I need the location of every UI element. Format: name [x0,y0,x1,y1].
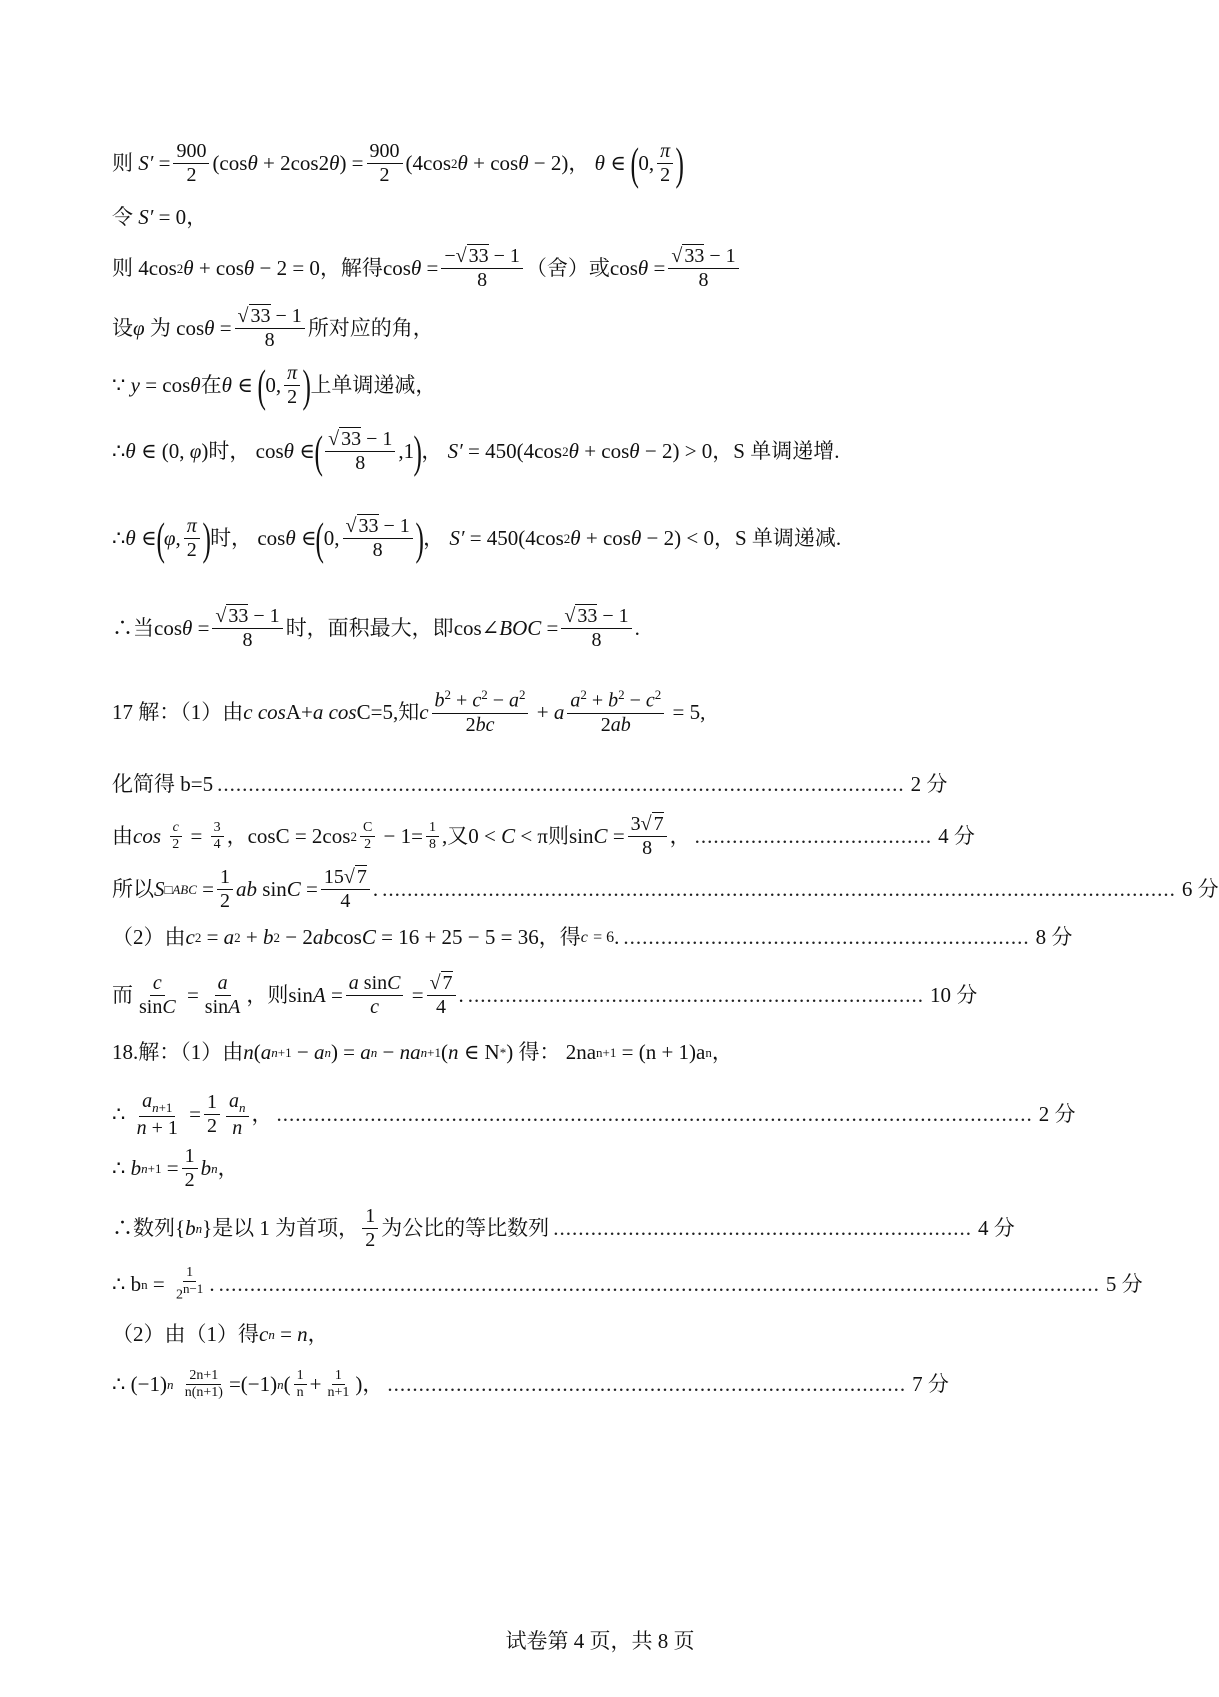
monotonic-cos-line: ∵ y = cos θ 在 θ ∈ ( 0, $\frac{\pi}{2}$ ) 上单调递减， [112,359,437,411]
derivative-line: 则 S′ = $\frac{900}{2}$ (cos θ + 2cos2 θ ) = $\frac{900}{2}$ (4cos 2 θ + cos θ − 2) ， θ ∈ ( 0, $\frac{\pi}{2}$ ) [112,137,684,189]
q18-ratio-line: ∴ $\frac{a_{n+1}}{n + 1}$ = $\frac{1}{2}$ $\frac{a_n}{n}$ ， ......................................................................................................................... 2 分 [112,1090,1076,1139]
q18-bn-formula-line: ∴ b n = $\frac{1}{2^{n-1}}$ . ............................................................................................................................................. 5 分 [112,1265,1143,1303]
q18-intro-line: 18.解：（1）由 n ( a n+1 − a n ) = a n − na n+1 ( n ∈ N * ) 得： 2na n+1 = (n + 1)a n ， [112,1040,733,1064]
q17-sin-a-line: 而 $\frac{c}{\sin C}$ = $\frac{a}{\sin A}$ ，则 sin A = $\frac{\text{a sinC}}{c}$ = $\frac{√ 7}{4}$ . ......................................................................... 10 分 [112,972,978,1018]
q17-area-line: 所以 S □ABC = $\frac{1}{2}$ ab sin C = $\frac{15√ 7}{4}$ . ............................................................................................................................... 6 分 [112,866,1219,912]
page-footer: 试卷第 4 页，共 8 页 [505,1629,695,1653]
q18-geometric-line: ∴数列 { b n } 是以 1 为首项， $\frac{1}{2}$ 为公比的等比数列 ................................................................... 4 分 [112,1205,1015,1251]
q18-part2-line: （2）由（1）得 c n = n ， [112,1322,329,1346]
q17-part2-line: （2）由 c 2 = a 2 + b 2 − 2 ab cos C = 16 + 25 − 5 = 36 ，得 c = 6 . ................................................................. 8 分 [112,925,1073,949]
q17-sin-c-line: 由 cos $\frac{c}{2}$ = $\frac{3}{4}$ ，cosC = 2cos 2 $\frac{C}{2}$ − 1= $\frac{1}{8}$ ,又 0 < C < π 则 sin C = $\frac{3√ 7}{8}$ ， ...................................... 4 分 [112,813,975,859]
q18-term-line: ∴ (−1) n $\frac{2n+1}{n(n+1)}$ =(−1) n ( $\frac{1}{n}$ + $\frac{1}{n+1}$ )， ................................................................................... 7 分 [112,1368,949,1401]
max-area-line: ∴当 cos θ = $\frac{√ 33 - 1}{8}$ 时，面积最大，即 cos∠ BOC = $\frac{√ 33 - 1}{8}$ . [112,605,640,651]
solve-cos-line: 则 4cos 2 θ + cos θ − 2 = 0 ，解得 cos θ = $\frac{-√ 33 - 1}{8}$ （舍）或 cos θ = $\frac{√ 33 - 1}{8}$ [112,245,1088,292]
q17-intro-line: 17 解：（1）由 c cos A+ a cos C =5,知 c $\frac{b^2 + c^2 - a^2}{2bc}$ + a $\frac{a^2 + b^2 - c^2}{2ab}$ = 5, [112,687,706,736]
set-derivative-zero-line: 令 S′ = 0 ， [112,205,208,229]
increasing-interval-line: ∴ θ ∈ (0, φ ) 时， cos θ ∈ ( $\frac{√ 33 - 1}{8}$ ,1 ) ， S′ = 450(4cos 2 θ + cos θ − 2) > 0 ，S 单调递增. [112,425,840,477]
q17-simplify-line: 化简得 b=5 .............................................................................................................. 2 分 [112,772,948,796]
decreasing-interval-line: ∴ θ ∈ ( φ , $\frac{\pi}{2}$ ) 时， cos θ ∈ ( 0, $\frac{√ 33 - 1}{8}$ ) ， S′ = 450(4cos 2 θ + cos θ − 2) < 0 ，S 单调递减. [112,512,842,564]
q18-bn-relation-line: ∴ b n+1 = $\frac{1}{2}$ b n ， [112,1145,239,1191]
define-phi-line: 设 φ 为 cos θ = $\frac{√ 33 - 1}{8}$ 所对应的角， [112,305,434,351]
